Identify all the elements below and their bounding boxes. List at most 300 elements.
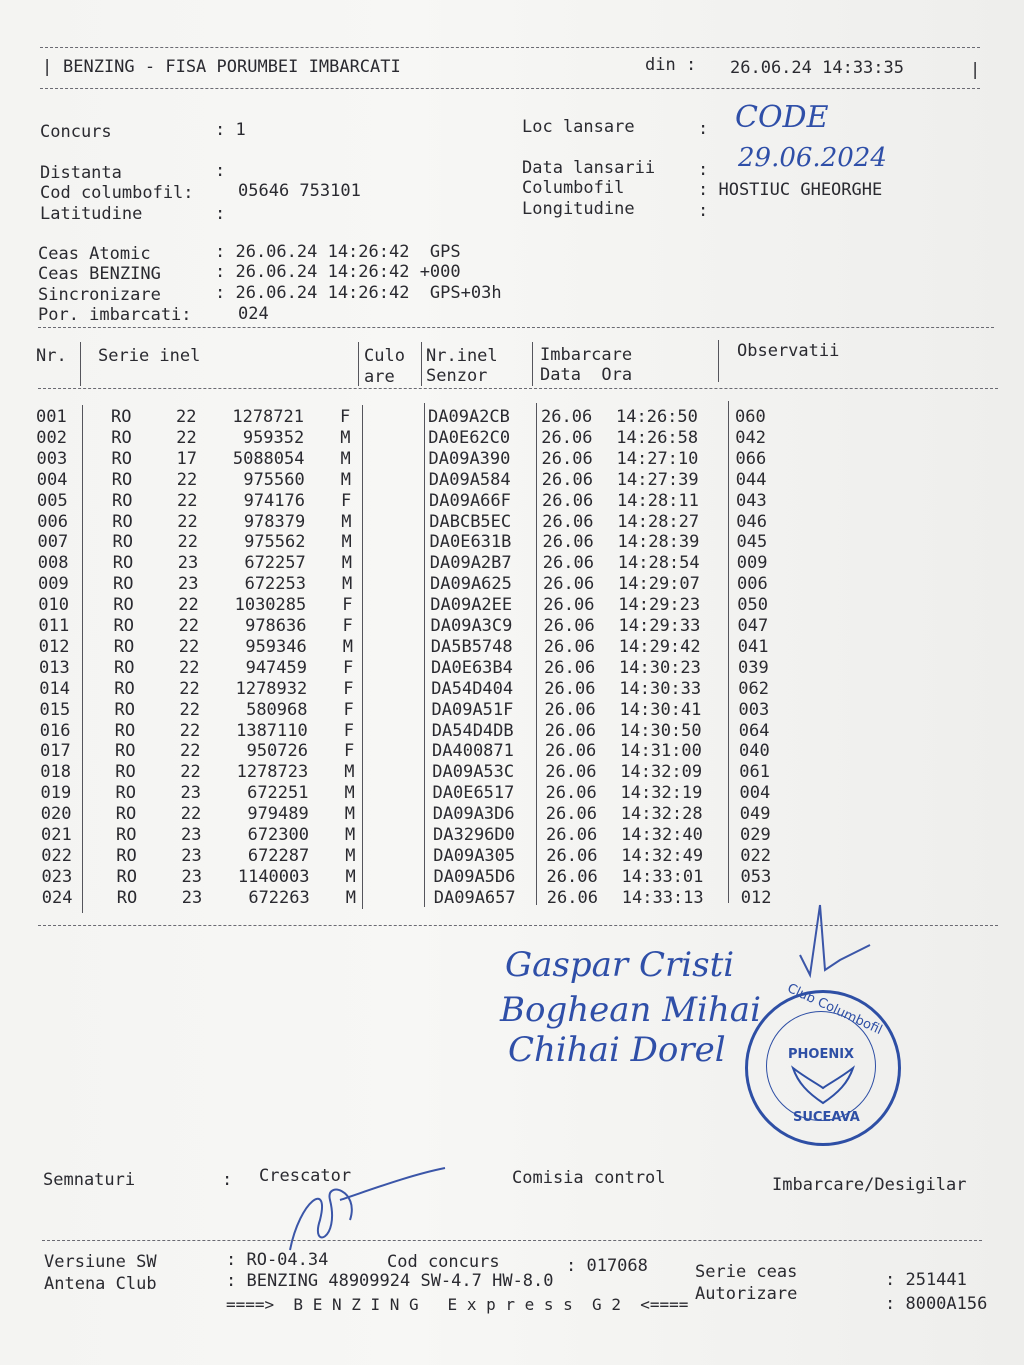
table-row xyxy=(0,741,1024,762)
row-sensor-id: DA0E6517 xyxy=(432,783,515,804)
handwritten-signature-3: Chihai Dorel xyxy=(508,1030,726,1070)
table-row xyxy=(0,595,1024,616)
ceas-benzing-label: Ceas BENZING xyxy=(38,264,161,284)
row-sex: M xyxy=(340,469,351,490)
longitudine-label: Longitudine xyxy=(522,199,635,219)
cod-concurs-value: : 017068 xyxy=(566,1256,648,1276)
footer-top-divider xyxy=(42,1240,982,1241)
row-observation: 040 xyxy=(739,741,770,762)
row-time: 14:28:11 xyxy=(617,490,699,511)
row-country: RO xyxy=(115,741,136,762)
row-country: RO xyxy=(112,553,134,574)
row-observation: 045 xyxy=(736,532,768,553)
row-nr: 002 xyxy=(36,427,67,448)
table-row xyxy=(0,825,1024,846)
row-sensor-id: DA09A2EE xyxy=(430,595,513,616)
row-country: RO xyxy=(111,427,132,448)
row-date: 26.06 xyxy=(546,845,598,866)
col-divider xyxy=(80,342,81,386)
row-observation: 046 xyxy=(736,511,767,532)
row-date: 26.06 xyxy=(545,804,597,825)
handwritten-signature-2: Boghean Mihai xyxy=(500,990,761,1030)
row-observation: 041 xyxy=(737,636,769,657)
row-date: 26.06 xyxy=(541,448,593,469)
cod-columbofil-label: Cod columbofil: xyxy=(40,183,194,203)
row-sensor-id: DA5B5748 xyxy=(430,636,513,657)
row-sex: M xyxy=(344,804,355,825)
row-date: 26.06 xyxy=(546,866,598,887)
row-country: RO xyxy=(116,866,137,887)
semnaturi-label: Semnaturi xyxy=(43,1170,136,1190)
phoenix-icon xyxy=(788,1063,858,1108)
row-year: 23 xyxy=(180,783,201,804)
row-sensor-id: DA09A625 xyxy=(430,574,512,595)
row-time: 14:30:23 xyxy=(619,657,701,678)
autorizare-value: : 8000A156 xyxy=(885,1294,988,1314)
crescator-label: Crescator xyxy=(259,1166,352,1186)
row-year: 23 xyxy=(177,553,199,574)
data-lansarii-label: Data lansarii xyxy=(522,158,656,178)
row-country: RO xyxy=(111,469,133,490)
row-date: 26.06 xyxy=(543,636,595,657)
latitudine-value: : xyxy=(215,204,226,224)
row-year: 22 xyxy=(177,532,198,553)
row-sensor-id: DA54D4DB xyxy=(431,720,514,741)
col-header-imbarcare-2: Data Ora xyxy=(540,365,633,385)
row-country: RO xyxy=(113,616,134,636)
din-label: din : xyxy=(645,55,697,75)
row-ring-number: 672287 xyxy=(247,845,310,866)
row-nr: 020 xyxy=(40,804,72,825)
row-time: 14:30:41 xyxy=(619,699,702,720)
loc-lansare-sep: : xyxy=(698,119,709,139)
row-observation: 003 xyxy=(738,699,770,720)
row-date: 26.06 xyxy=(546,887,598,908)
row-sensor-id: DA09A66F xyxy=(429,490,511,511)
row-date: 26.06 xyxy=(541,469,593,490)
club-stamp xyxy=(745,981,901,1146)
versiune-sw-label: Versiune SW xyxy=(44,1252,157,1272)
row-ring-number: 672253 xyxy=(244,574,306,595)
row-time: 14:27:10 xyxy=(616,448,699,469)
header-right-bar: | xyxy=(970,60,981,80)
row-time: 14:29:42 xyxy=(618,636,701,657)
row-sex: F xyxy=(343,678,354,699)
row-sensor-id: DABCB5EC xyxy=(429,511,512,532)
row-time: 14:30:50 xyxy=(619,720,702,741)
row-sex: M xyxy=(340,448,351,469)
row-nr: 019 xyxy=(40,783,72,804)
header-top-divider xyxy=(40,47,980,48)
document-title: BENZING - FISA PORUMBEI IMBARCATI xyxy=(63,57,401,77)
row-country: RO xyxy=(112,532,133,553)
row-date: 26.06 xyxy=(543,595,595,616)
row-time: 14:28:27 xyxy=(617,511,700,532)
row-observation: 039 xyxy=(738,657,769,678)
row-observation: 066 xyxy=(735,448,767,469)
row-sex: M xyxy=(344,783,355,804)
row-year: 22 xyxy=(179,720,201,741)
row-sensor-id: DA3296D0 xyxy=(433,825,515,845)
row-date: 26.06 xyxy=(545,741,597,762)
table-row xyxy=(0,846,1024,867)
cod-concurs-label: Cod concurs xyxy=(387,1252,500,1272)
col-header-observatii: Observatii xyxy=(737,341,840,361)
row-sensor-id: DA09A584 xyxy=(428,469,511,490)
row-time: 14:31:00 xyxy=(620,741,702,762)
row-sensor-id: DA09A51F xyxy=(431,699,514,720)
row-time: 14:28:39 xyxy=(617,532,700,553)
row-date: 26.06 xyxy=(544,657,596,678)
crescator-signature-scribble xyxy=(270,1160,450,1260)
row-ring-number: 974176 xyxy=(243,490,305,511)
row-nr: 009 xyxy=(38,574,69,595)
row-nr: 007 xyxy=(37,532,69,553)
din-value: 26.06.24 14:33:35 xyxy=(730,58,904,78)
row-date: 26.06 xyxy=(545,762,597,783)
row-sex: F xyxy=(343,699,354,720)
row-time: 14:29:07 xyxy=(618,574,700,595)
row-sensor-id: DA0E631B xyxy=(429,532,512,553)
col-header-culoare-2: are xyxy=(364,367,395,387)
row-nr: 017 xyxy=(40,741,71,762)
header-left-bar: | xyxy=(42,57,53,77)
row-ring-number: 959352 xyxy=(242,427,305,448)
table-row xyxy=(0,762,1024,783)
imbarcare-desigilare-label: Imbarcare/Desigilar xyxy=(772,1175,967,1195)
row-observation: 060 xyxy=(735,407,766,427)
col-header-nr: Nr. xyxy=(36,346,67,366)
row-ring-number: 978379 xyxy=(243,511,306,532)
row-observation: 044 xyxy=(735,469,767,490)
row-country: RO xyxy=(112,511,133,532)
row-ring-number: 947459 xyxy=(245,657,307,678)
row-date: 26.06 xyxy=(544,720,596,741)
row-time: 14:29:23 xyxy=(618,595,701,616)
row-sex: F xyxy=(343,720,354,741)
row-observation: 047 xyxy=(737,616,769,636)
col-header-imbarcare-1: Imbarcare xyxy=(540,345,633,365)
row-country: RO xyxy=(113,574,134,595)
row-observation: 049 xyxy=(739,804,771,825)
comisia-control-label: Comisia control xyxy=(512,1168,666,1188)
row-observation: 004 xyxy=(739,783,771,804)
row-year: 17 xyxy=(176,448,197,469)
table-row xyxy=(0,721,1024,742)
columbofil-label: Columbofil xyxy=(522,178,625,198)
table-row xyxy=(0,470,1024,491)
row-year: 23 xyxy=(181,845,202,866)
row-sensor-id: DA400871 xyxy=(432,741,514,762)
sincronizare-value: : 26.06.24 14:26:42 GPS+03h xyxy=(215,283,502,303)
row-observation: 009 xyxy=(736,553,768,574)
row-sex: F xyxy=(341,490,352,511)
table-row xyxy=(0,449,1024,470)
row-year: 22 xyxy=(180,804,202,825)
row-year: 22 xyxy=(179,657,200,678)
row-date: 26.06 xyxy=(541,407,593,427)
row-country: RO xyxy=(113,595,134,616)
table-row xyxy=(0,783,1024,804)
table-row xyxy=(0,512,1024,533)
table-row xyxy=(0,658,1024,679)
row-observation: 022 xyxy=(740,845,771,866)
col-divider xyxy=(358,342,359,386)
row-sensor-id: DA09A390 xyxy=(428,448,511,469)
row-country: RO xyxy=(111,448,132,469)
row-date: 26.06 xyxy=(546,825,598,845)
row-ring-number: 672300 xyxy=(247,825,309,845)
distanta-value: : xyxy=(215,161,226,181)
row-time: 14:32:09 xyxy=(620,762,703,783)
row-ring-number: 975562 xyxy=(244,532,306,553)
stamp-middle-text: PHOENIX xyxy=(788,1047,855,1062)
row-observation: 053 xyxy=(740,866,772,887)
concurs-value: : 1 xyxy=(215,120,246,140)
row-year: 22 xyxy=(180,741,201,762)
row-time: 14:30:33 xyxy=(619,678,702,699)
latitudine-label: Latitudine xyxy=(40,204,143,224)
ceas-atomic-label: Ceas Atomic xyxy=(38,244,151,264)
stamp-bottom-text: SUCEAVA xyxy=(793,1110,860,1125)
row-time: 14:32:40 xyxy=(621,825,703,845)
row-sex: M xyxy=(345,825,356,845)
row-year: 23 xyxy=(181,887,203,908)
row-year: 22 xyxy=(180,762,201,783)
row-time: 14:28:54 xyxy=(617,553,700,574)
row-time: 14:32:28 xyxy=(620,804,703,825)
longitudine-value: : xyxy=(698,201,709,221)
stamp-top-text: Club Columbofil xyxy=(784,981,885,1039)
row-observation: 029 xyxy=(740,825,771,845)
row-date: 26.06 xyxy=(544,678,596,699)
row-year: 22 xyxy=(179,699,200,720)
row-ring-number: 978636 xyxy=(245,616,307,636)
concurs-label: Concurs xyxy=(40,122,112,142)
loc-lansare-handwritten: CODE xyxy=(735,100,829,135)
columbofil-value: : HOSTIUC GHEORGHE xyxy=(698,180,883,200)
row-sex: M xyxy=(344,762,355,783)
row-year: 22 xyxy=(179,678,200,699)
row-nr: 015 xyxy=(39,699,71,720)
row-ring-number: 580968 xyxy=(246,699,308,720)
row-date: 26.06 xyxy=(542,553,594,574)
row-country: RO xyxy=(115,762,136,783)
row-sensor-id: DA09A3D6 xyxy=(432,804,515,825)
row-date: 26.06 xyxy=(545,783,597,804)
row-sensor-id: DA0E62C0 xyxy=(428,427,511,448)
col-header-nrinel-1: Nr.inel xyxy=(426,346,498,366)
loc-lansare-label: Loc lansare xyxy=(522,117,635,137)
table-top-divider xyxy=(38,327,994,328)
row-nr: 014 xyxy=(39,678,70,699)
row-ring-number: 979489 xyxy=(247,804,309,825)
row-nr: 001 xyxy=(36,407,67,427)
row-sensor-id: DA09A5D6 xyxy=(433,866,516,887)
versiune-sw-value: : RO-04.34 xyxy=(226,1250,329,1270)
row-nr: 008 xyxy=(37,553,69,574)
row-ring-number: 5088054 xyxy=(232,448,305,469)
table-row xyxy=(0,574,1024,595)
serie-ceas-value: : 251441 xyxy=(885,1270,967,1290)
table-row xyxy=(0,637,1024,658)
row-nr: 004 xyxy=(36,469,68,490)
table-row xyxy=(0,700,1024,721)
distanta-label: Distanta xyxy=(40,163,122,183)
row-ring-number: 672263 xyxy=(248,887,310,908)
row-sex: F xyxy=(342,616,353,636)
row-year: 22 xyxy=(176,427,197,448)
row-year: 22 xyxy=(177,490,198,511)
row-sex: M xyxy=(342,574,353,595)
col-header-culoare-1: Culo xyxy=(364,346,405,366)
row-ring-number: 1278932 xyxy=(235,678,308,699)
row-nr: 022 xyxy=(41,845,72,866)
row-time: 14:27:39 xyxy=(616,469,699,490)
row-observation: 042 xyxy=(735,427,766,448)
table-row xyxy=(0,532,1024,553)
row-date: 26.06 xyxy=(542,490,594,511)
semnaturi-sep: : xyxy=(222,1170,233,1190)
row-ring-number: 959346 xyxy=(245,636,307,657)
row-nr: 023 xyxy=(41,866,73,887)
antena-club-label: Antena Club xyxy=(44,1274,157,1294)
row-country: RO xyxy=(111,407,132,427)
row-ring-number: 1387110 xyxy=(236,720,308,741)
table-row xyxy=(0,491,1024,512)
row-sex: F xyxy=(344,741,355,762)
row-nr: 010 xyxy=(38,595,69,616)
row-observation: 012 xyxy=(740,887,772,908)
row-year: 22 xyxy=(176,407,197,427)
row-observation: 043 xyxy=(736,490,767,511)
col-header-nrinel-2: Senzor xyxy=(426,366,488,386)
row-year: 22 xyxy=(177,511,198,532)
row-country: RO xyxy=(113,636,135,657)
antena-club-value: : BENZING 48909924 SW-4.7 HW-8.0 xyxy=(226,1271,554,1291)
row-sex: M xyxy=(341,511,352,532)
col-divider xyxy=(421,342,422,386)
row-time: 14:29:33 xyxy=(618,616,701,636)
row-date: 26.06 xyxy=(544,699,596,720)
row-sex: F xyxy=(340,407,351,427)
row-time: 14:33:01 xyxy=(621,866,704,887)
cod-columbofil-value: 05646 753101 xyxy=(238,181,361,201)
ceas-benzing-value: : 26.06.24 14:26:42 +000 xyxy=(215,262,461,282)
porumbei-imbarcati-value: 024 xyxy=(238,304,269,324)
row-nr: 018 xyxy=(40,762,71,783)
row-sex: M xyxy=(345,887,356,908)
row-year: 22 xyxy=(176,469,198,490)
row-year: 22 xyxy=(178,636,200,657)
table-row xyxy=(0,867,1024,888)
row-date: 26.06 xyxy=(542,511,594,532)
row-sensor-id: DA09A53C xyxy=(432,762,515,783)
row-nr: 016 xyxy=(39,720,71,741)
row-time: 14:32:19 xyxy=(620,783,703,804)
row-country: RO xyxy=(115,783,136,804)
row-sensor-id: DA09A305 xyxy=(433,845,516,866)
row-country: RO xyxy=(116,845,137,866)
row-sex: M xyxy=(342,636,353,657)
row-nr: 013 xyxy=(39,657,70,678)
data-lansarii-handwritten: 29.06.2024 xyxy=(738,143,887,173)
row-nr: 024 xyxy=(41,887,73,908)
row-nr: 003 xyxy=(36,448,68,469)
row-ring-number: 1278721 xyxy=(232,407,304,427)
row-observation: 061 xyxy=(739,762,770,783)
row-nr: 021 xyxy=(41,825,72,845)
row-date: 26.06 xyxy=(542,532,594,553)
row-ring-number: 672257 xyxy=(244,553,306,574)
row-sex: F xyxy=(342,595,353,616)
header-bottom-divider xyxy=(40,88,980,89)
table-row xyxy=(0,428,1024,449)
row-sex: M xyxy=(345,845,356,866)
row-country: RO xyxy=(114,657,135,678)
row-country: RO xyxy=(112,490,133,511)
col-divider xyxy=(532,342,533,386)
row-country: RO xyxy=(114,720,136,741)
row-time: 14:33:13 xyxy=(621,887,704,908)
row-country: RO xyxy=(116,825,137,845)
table-row xyxy=(0,679,1024,700)
row-time: 14:26:58 xyxy=(616,427,699,448)
row-date: 26.06 xyxy=(541,427,593,448)
sincronizare-label: Sincronizare xyxy=(38,285,161,305)
row-year: 22 xyxy=(178,616,199,636)
row-sex: F xyxy=(343,657,354,678)
row-nr: 012 xyxy=(38,636,70,657)
row-nr: 005 xyxy=(37,490,68,511)
row-ring-number: 672251 xyxy=(247,783,309,804)
row-time: 14:26:50 xyxy=(616,407,698,427)
table-header-divider xyxy=(38,388,998,389)
autorizare-label: Autorizare xyxy=(695,1284,798,1304)
row-date: 26.06 xyxy=(543,616,595,636)
row-country: RO xyxy=(114,678,135,699)
row-sensor-id: DA09A2B7 xyxy=(429,553,512,574)
row-sensor-id: DA09A657 xyxy=(433,887,516,908)
row-country: RO xyxy=(114,699,135,720)
row-ring-number: 950726 xyxy=(246,741,308,762)
row-sensor-id: DA54D404 xyxy=(431,678,514,699)
row-country: RO xyxy=(116,887,138,908)
row-observation: 062 xyxy=(738,678,769,699)
row-country: RO xyxy=(115,804,137,825)
table-row xyxy=(0,407,1024,428)
row-ring-number: 1140003 xyxy=(237,866,310,887)
row-observation: 050 xyxy=(737,595,768,616)
serie-ceas-label: Serie ceas xyxy=(695,1262,798,1282)
row-sensor-id: DA09A2CB xyxy=(428,407,510,427)
row-observation: 064 xyxy=(738,720,770,741)
row-sex: M xyxy=(341,532,352,553)
ceas-atomic-value: : 26.06.24 14:26:42 GPS xyxy=(215,242,461,262)
benzing-express-line: ====> B E N Z I N G E x p r e s s G 2 <==== xyxy=(226,1295,689,1314)
row-sensor-id: DA0E63B4 xyxy=(431,657,513,678)
row-sex: M xyxy=(345,866,356,887)
row-year: 23 xyxy=(181,825,202,845)
porumbei-imbarcati-label: Por. imbarcati: xyxy=(38,305,192,325)
row-ring-number: 1278723 xyxy=(236,762,309,783)
row-nr: 011 xyxy=(38,616,70,636)
row-year: 23 xyxy=(181,866,202,887)
row-time: 14:32:49 xyxy=(621,845,704,866)
row-date: 26.06 xyxy=(543,574,595,595)
row-sensor-id: DA09A3C9 xyxy=(430,616,513,636)
row-ring-number: 975560 xyxy=(243,469,305,490)
